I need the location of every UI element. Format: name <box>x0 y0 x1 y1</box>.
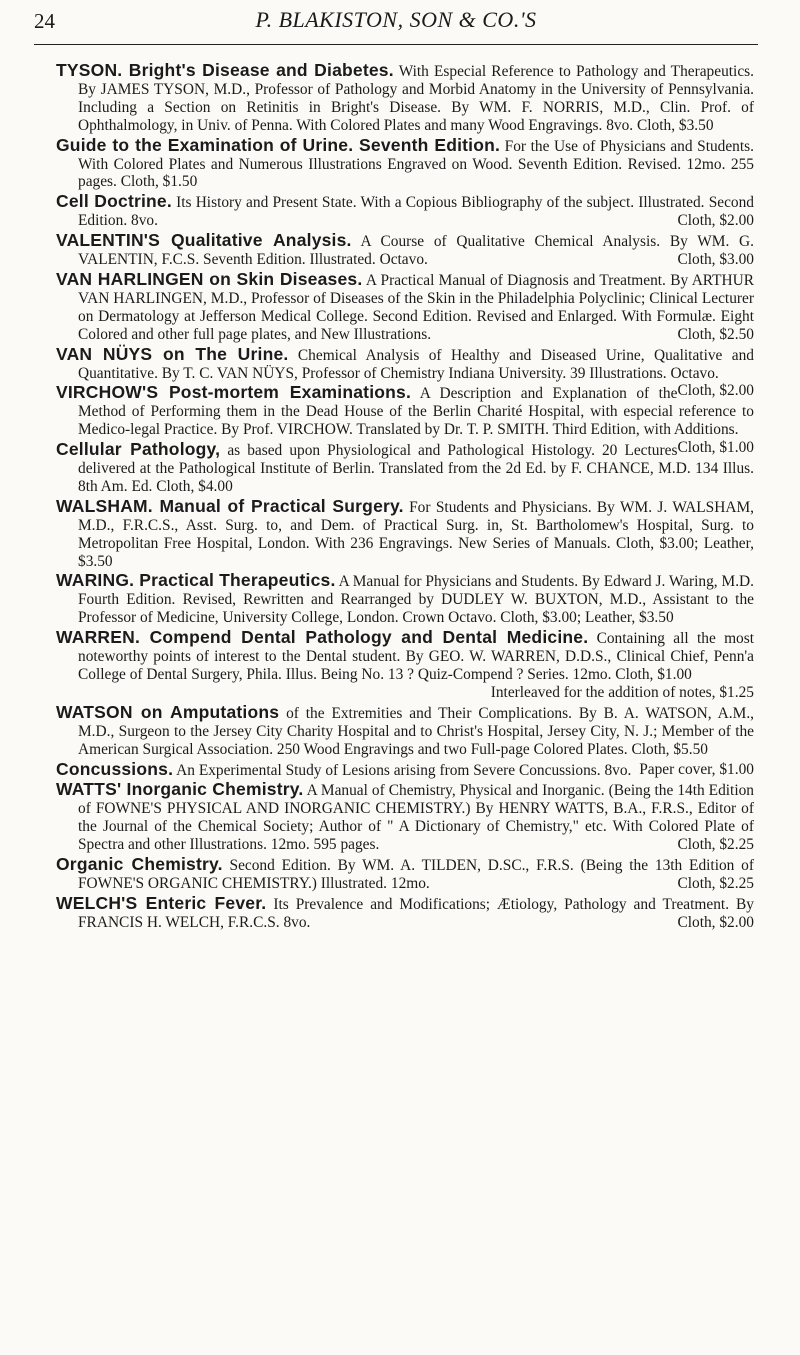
entry-price: Cloth, $1.00 <box>677 439 754 457</box>
catalog-entry <box>56 701 755 759</box>
entry-author: WARING. <box>56 570 135 591</box>
entry-description: An Experimental Study of Lesions arising from Severe Concussions. 8vo. <box>176 761 632 779</box>
entry-description: Containing all the most noteworthy points of interest to the Dental student. By GEO. W. WARREN, D.D.S., Clinical Chief, Penn'a College of Dental Surgery, Phila. Illus. Being No. 13 ? Quiz-Compend ? Series. 12mo. Cloth, $1.00 <box>78 630 755 683</box>
entry-heading <box>56 779 303 799</box>
entry-title: Guide to the Examination of Urine. Seventh Edition. <box>56 134 501 155</box>
entry-description: A Description and Explanation of the Method of Performing them in the Dead House of the Berlin Charité Hospital, with especial reference to Medico-legal Practice. By Prof. VIRCHOW. Translated by Dr. T. P. SMITH. Third Edition, with Additions. <box>78 385 754 439</box>
entry-description: A Course of Qualitative Chemical Analysis. By WM. G. VALENTIN, F.C.S. Seventh Edition. Illustrated. Octavo. <box>78 233 754 269</box>
catalog-entry <box>56 781 754 854</box>
running-head <box>34 0 758 45</box>
entry-price: Paper cover, $1.00 <box>639 760 754 778</box>
entry-title: Compend Dental Pathology and Dental Medicine. <box>149 627 589 648</box>
entry-author: WALSHAM. <box>56 495 153 516</box>
entry-description: For the Use of Physicians and Students. With Colored Plates and Numerous Illustrations Engraved on Wood. Seventh Edition. Revised. 12mo. 255 pages. Cloth, $1.50 <box>78 137 754 191</box>
entry-author: WARREN. <box>56 627 141 648</box>
entry-description: Its History and Present State. With a Copious Bibliography of the subject. Illustrated. Second Edition. 8vo. <box>78 194 754 230</box>
page-number: 24 <box>34 9 55 33</box>
entry-author: WATTS' <box>56 779 122 800</box>
entry-heading <box>56 702 279 722</box>
entry-price: Cloth, $2.25 <box>677 874 754 892</box>
entry-description: A Manual for Physicians and Students. By Edward J. Waring, M.D. Fourth Edition. Revised, Rewritten and Rearranged by DUDLEY W. BUXTON, M.D., Assistant to the Professor of Medicine, University College, London. Crown Octavo. Cloth, $3.00; Leather, $3.50 <box>78 573 755 627</box>
entry-title: on Skin Diseases. <box>209 268 363 289</box>
entry-title: Post-mortem Examinations. <box>168 382 412 403</box>
entry-description: Second Edition. By WM. A. TILDEN, D.SC., F.R.S. (Being the 13th Edition of FOWNE'S ORGANIC CHEMISTRY.) Illustrated. 12mo. <box>78 857 754 892</box>
catalog-entry <box>56 134 754 192</box>
entry-price: Cloth, $2.00 <box>677 212 754 230</box>
catalog-entry <box>56 62 754 135</box>
entry-author: VAN HARLINGEN <box>56 268 204 289</box>
catalog-entry <box>56 441 754 496</box>
entry-description: For Students and Physicians. By WM. J. WALSHAM, M.D., F.R.C.S., Asst. Surg. to, and Dem. of Practical Surg. in, St. Bartholomew's Hospital, Surg. to Metropolitan Free Hospital, London. With 236 Engravings. New Series of Manuals. Cloth, $3.00; Leather, $3.50 <box>78 498 755 570</box>
catalog-entry <box>56 572 754 627</box>
entry-heading <box>56 627 588 647</box>
entry-author: TYSON. <box>56 60 123 80</box>
entry-description: With Especial Reference to Pathology and Therapeutics. By JAMES TYSON, M.D., Professor of Pathology and Morbid Anatomy in the University of Pennsylvania. Including a Section on Retinitis in Bright's Disease. By WM. F. NORRIS, M.D., Clin. Prof. of Ophthalmology, in Univ. of Penna. With Colored Plates and many Wood Engravings. 8vo. Cloth, $3.50 <box>78 63 754 134</box>
entry-title: Enteric Fever. <box>145 892 267 913</box>
entry-title: Bright's Disease and Diabetes. <box>128 60 394 80</box>
catalog-entry <box>56 193 754 230</box>
entry-author: WATSON <box>56 701 133 722</box>
catalog-entry <box>56 892 754 932</box>
entry-title: Concussions. <box>56 758 174 779</box>
entry-heading <box>56 893 266 913</box>
entry-author: VIRCHOW'S <box>56 382 159 403</box>
entry-description: A Practical Manual of Diagnosis and Treatment. By ARTHUR VAN HARLINGEN, M.D., Professor of Diseases of the Skin in the Philadelphia Polyclinic; Clinical Lecturer on Dermatology at Jefferson Medical College. Second Edition. Revised and Enlarged. With Formulæ. Eight Colored and other full page plates, and New Illustrations. <box>78 271 755 343</box>
entry-list <box>56 45 754 932</box>
entry-heading <box>56 60 394 80</box>
entry-description: A Manual of Chemistry, Physical and Inorganic. (Being the 14th Edition of FOWNE'S PHYSICAL AND INORGANIC CHEMISTRY.) By HENRY WATTS, B.A., F.R.S., Editor of the Journal of the Chemical Society; Author of " A Dictionary of Chemistry," etc. With Colored Plate of Spectra and other Illustrations. 12mo. 595 pages. <box>78 782 754 854</box>
entry-heading <box>56 269 362 289</box>
entry-price: Cloth, $2.25 <box>677 836 754 854</box>
entry-description: Its Prevalence and Modifications; Ætiology, Pathology and Treatment. By FRANCIS H. WELCH, F.R.C.S. 8vo. <box>78 895 754 931</box>
entry-title: Inorganic Chemistry. <box>126 779 304 800</box>
entry-title: Manual of Practical Surgery. <box>159 495 404 516</box>
entry-heading <box>56 570 336 590</box>
entry-description: as based upon Physiological and Pathological Histology. 20 Lectures delivered at the Pathological Institute of Berlin. Translated from the 2d Ed. by F. CHANCE, M.D. 134 Illus. 8th Am. Ed. Cloth, $4.00 <box>78 442 754 495</box>
entry-extra-price: Interleaved for the addition of notes, $1.25 <box>490 683 754 701</box>
entry-description: Chemical Analysis of Healthy and Diseased Urine, Qualitative and Quantitative. By T. C. VAN NÜYS, Professor of Chemistry Indiana University. 39 Illustrations. Octavo. <box>78 346 755 382</box>
entry-heading <box>56 382 411 402</box>
header-title: P. BLAKISTON, SON & CO.'S <box>255 7 537 32</box>
entry-price: Cloth, $2.00 <box>677 913 754 931</box>
entry-price: Cloth, $2.00 <box>677 382 754 400</box>
catalog-entry <box>56 629 754 702</box>
entry-price: Cloth, $2.50 <box>677 325 754 343</box>
entry-title: Cellular Pathology, <box>56 439 221 460</box>
entry-heading <box>56 496 404 516</box>
catalog-entry <box>56 758 754 780</box>
entry-description: of the Extremities and Their Complications. By B. A. WATSON, A.M., M.D., Surgeon to the Jersey City Charity Hospital and to Christ's Hospital, Jersey City, N. J.; Member of the American Surgical Association. 250 Wood Engravings and two Full-page Colored Plates. Cloth, $5.50 <box>78 704 755 758</box>
entry-price: Cloth, $3.00 <box>677 251 754 269</box>
entry-heading <box>56 344 288 364</box>
entry-title: on Amputations <box>140 701 280 722</box>
entry-title: Cell Doctrine. <box>56 191 172 212</box>
entry-author: VAN NÜYS <box>56 343 153 364</box>
catalog-entry <box>56 495 755 571</box>
entry-author: VALENTIN'S <box>56 230 161 251</box>
entry-title: Qualitative Analysis. <box>171 230 352 251</box>
catalog-entry <box>56 232 754 269</box>
entry-title: Practical Therapeutics. <box>139 570 336 591</box>
catalog-entry <box>56 856 754 893</box>
entry-author: WELCH'S <box>56 892 138 913</box>
entry-heading <box>56 230 352 250</box>
entry-title: on The Urine. <box>162 343 289 364</box>
catalog-entry <box>56 268 755 344</box>
entry-title: Organic Chemistry. <box>56 854 223 875</box>
